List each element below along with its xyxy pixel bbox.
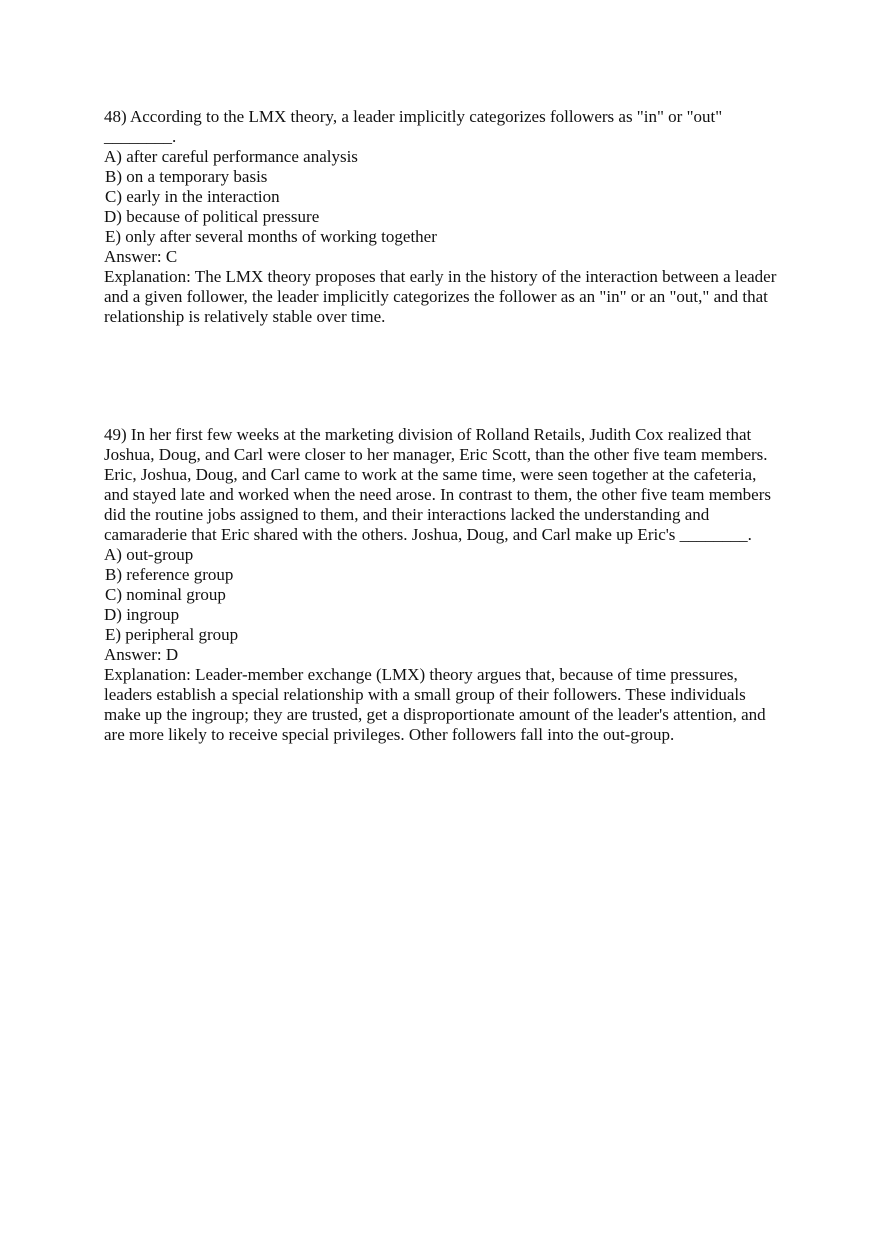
option-b: B) on a temporary basis	[105, 167, 268, 186]
explanation: Explanation: The LMX theory proposes that early in the history of the interaction between a leader and a given follower, the leader implicitly categorizes the follower as an "in" or an "out," and that relationship is relatively stable over time.	[104, 267, 777, 326]
explanation: Explanation: Leader-member exchange (LMX) theory argues that, because of time pressures, leaders establish a special relationship with a small group of their followers. These individuals make up the ingroup; they are trusted, get a disproportionate amount of the leader's attention, and are more likely to receive special privileges. Other followers fall into the out-group.	[104, 665, 766, 744]
option-d: D) because of political pressure	[104, 207, 320, 226]
question-stem: 48) According to the LMX theory, a leader implicitly categorizes followers as "in" or "out" ________.	[104, 107, 723, 146]
question-49	[104, 425, 780, 745]
option-a: A) after careful performance analysis	[104, 147, 358, 166]
option-a: A) out-group	[104, 545, 194, 564]
option-d: D) ingroup	[104, 605, 180, 624]
question-stem: 49) In her first few weeks at the marketing division of Rolland Retails, Judith Cox realized that Joshua, Doug, and Carl were closer to her manager, Eric Scott, than the other five team members. Eric, Joshua, Doug, and Carl came to work at the same time, were seen together at the cafeteria, and stayed late and worked when the need arose. In contrast to them, the other five team members did the routine jobs assigned to them, and their interactions lacked the understanding and camaraderie that Eric shared with the others. Joshua, Doug, and Carl make up Eric's ________.	[104, 425, 772, 544]
option-b: B) reference group	[105, 565, 234, 584]
answer: Answer: D	[104, 645, 179, 664]
answer: Answer: C	[104, 247, 178, 266]
option-c: C) early in the interaction	[105, 187, 280, 206]
option-e: E) only after several months of working together	[105, 227, 437, 246]
option-c: C) nominal group	[105, 585, 226, 604]
question-48	[104, 107, 780, 327]
option-e: E) peripheral group	[105, 625, 239, 644]
